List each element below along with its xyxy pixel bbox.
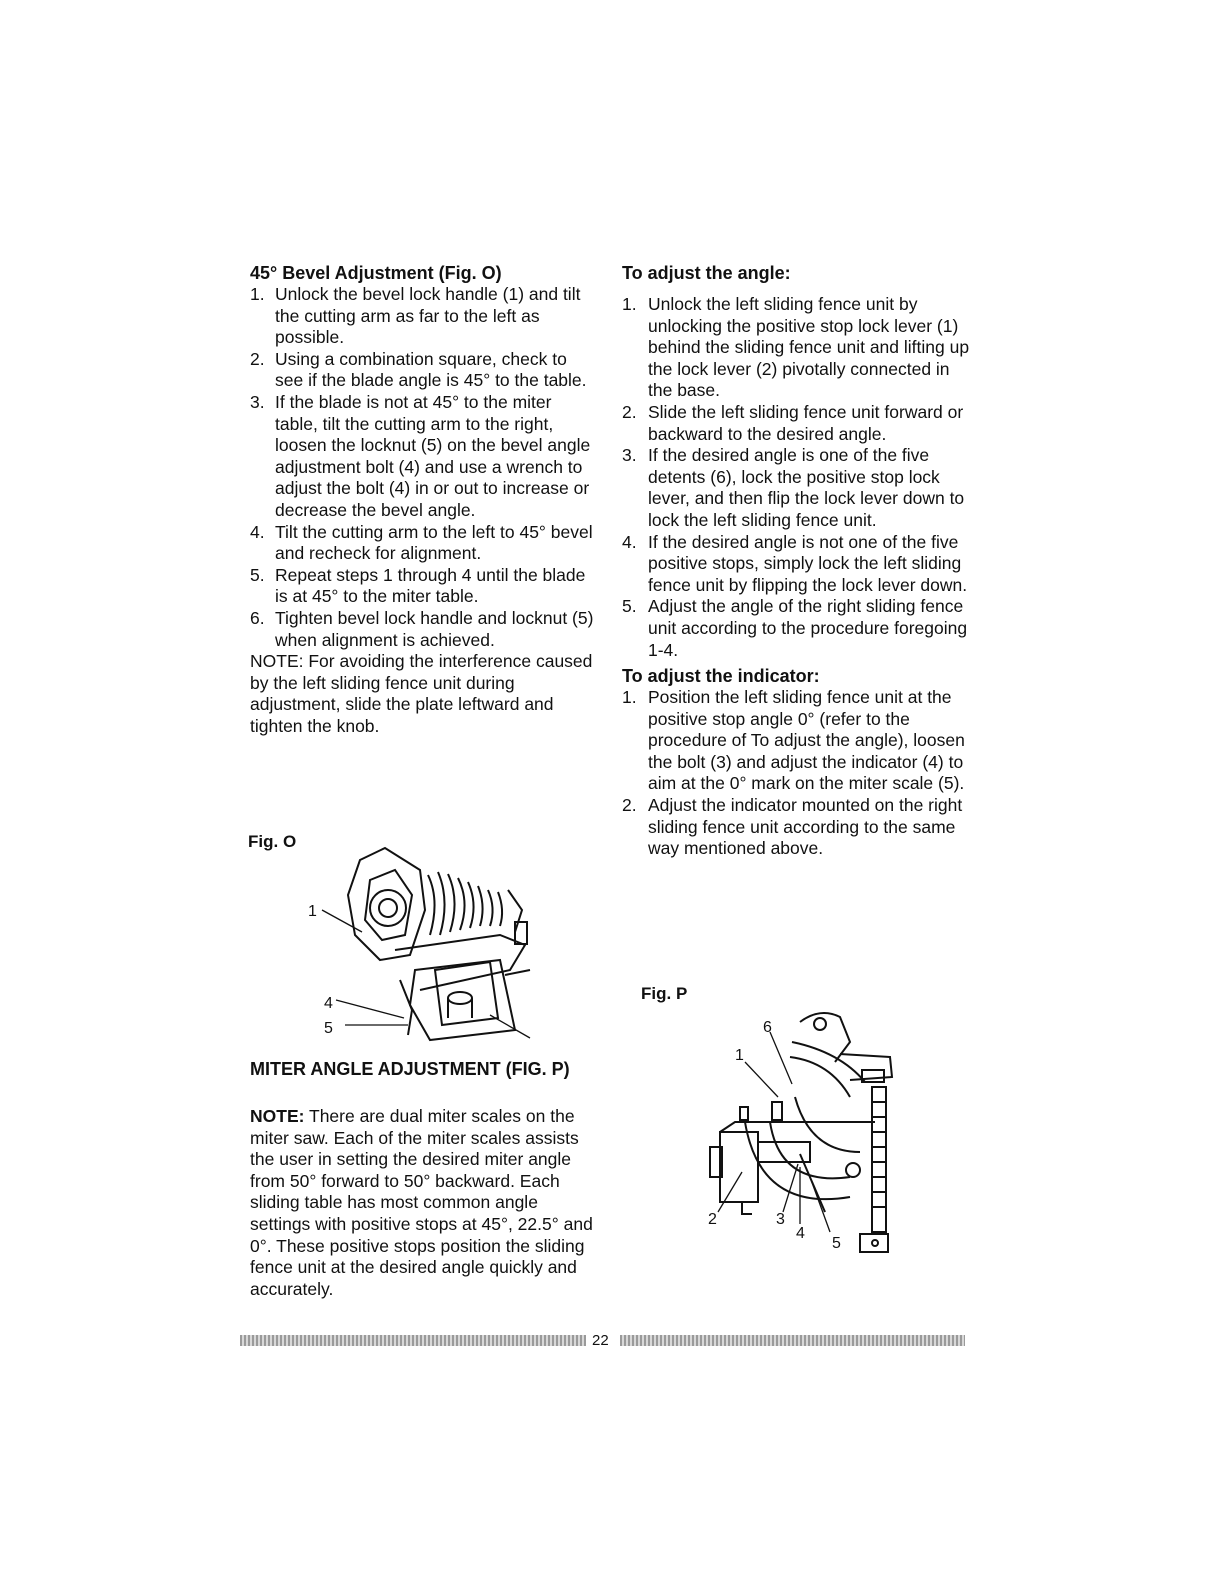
bevel-note: NOTE: For avoiding the interference caused by the left sliding fence unit during adjustment, slide the plate leftward and tighten the knob. <box>250 651 593 736</box>
list-item: 4. Tilt the cutting arm to the left to 45° bevel and recheck for alignment. <box>250 521 593 564</box>
miter-section <box>250 1058 595 1080</box>
list-item: 1. Position the left sliding fence unit at the positive stop angle 0° (refer to the procedure of To adjust the angle), loosen the bolt (3) and adjust the indicator (4) to aim at the 0° mark on the miter scale (5). <box>622 687 965 794</box>
list-item: 2. Slide the left sliding fence unit forward or backward to the desired angle. <box>622 401 964 444</box>
angle-steps <box>622 294 972 661</box>
left-column <box>250 262 595 737</box>
fig-o-illustration <box>300 840 550 1045</box>
fig-o-callout-5: 5 <box>324 1020 333 1037</box>
miter-note: NOTE: There are dual miter scales on the miter saw. Each of the miter scales assists the user in setting the desired miter angle from 50° forward to 50° backward. Each sliding table has most common angle settings with positive stops at 45°, 22.5° and 0°. These positive stops position the sliding fence unit at the desired angle quickly and accurately. <box>250 1106 593 1299</box>
list-item: 5. Adjust the angle of the right sliding fence unit according to the procedure foregoing 1-4. <box>622 596 968 660</box>
list-item: 3. If the blade is not at 45° to the miter table, tilt the cutting arm to the right, loosen the locknut (5) on the bevel angle adjustment bolt (4) and use a wrench to adjust the bolt (4) in or out to increase or decrease the bevel angle. <box>250 391 591 520</box>
fig-p-callout-2: 2 <box>708 1211 717 1228</box>
fig-p-label: Fig. P <box>641 984 688 1003</box>
fig-o-callout-4: 4 <box>324 995 333 1012</box>
list-item: 1. Unlock the bevel lock handle (1) and tilt the cutting arm as far to the left as possible. <box>250 284 581 348</box>
fig-p-callout-3: 3 <box>776 1211 785 1228</box>
bevel-steps <box>250 284 595 651</box>
list-item: 4. If the desired angle is not one of the five positive stops, simply lock the left sliding fence unit by flipping the lock lever down. <box>622 531 968 595</box>
angle-heading: To adjust the angle: <box>622 263 791 283</box>
fig-p-illustration <box>700 1002 900 1267</box>
indicator-heading: To adjust the indicator: <box>622 666 820 687</box>
page-footer <box>240 1332 965 1350</box>
list-item: 6. Tighten bevel lock handle and locknut (5) when alignment is achieved. <box>250 607 594 650</box>
fig-p-callout-6: 6 <box>763 1019 772 1036</box>
miter-heading: MITER ANGLE ADJUSTMENT (FIG. P) <box>250 1059 570 1079</box>
right-column <box>622 262 972 860</box>
fig-o-label: Fig. O <box>248 832 297 851</box>
bevel-heading: 45° Bevel Adjustment (Fig. O) <box>250 263 502 283</box>
list-item: 3. If the desired angle is one of the five detents (6), lock the positive stop lock lever, and then flip the lock lever down to lock the left sliding fence unit. <box>622 445 965 530</box>
fig-o-callout-1: 1 <box>308 903 317 920</box>
indicator-steps <box>622 687 972 860</box>
page-number: 22 <box>592 1332 609 1349</box>
fig-p-callout-5: 5 <box>832 1235 841 1252</box>
list-item: 5. Repeat steps 1 through 4 until the blade is at 45° to the miter table. <box>250 564 586 607</box>
fig-p-callout-4: 4 <box>796 1225 805 1242</box>
list-item: 1. Unlock the left sliding fence unit by unlocking the positive stop lock lever (1) behind the sliding fence unit and lifting up the lock lever (2) pivotally connected in the base. <box>622 294 970 401</box>
fig-p-callout-1: 1 <box>735 1047 744 1064</box>
list-item: 2. Using a combination square, check to see if the blade angle is 45° to the table. <box>250 348 587 391</box>
list-item: 2. Adjust the indicator mounted on the right sliding fence unit according to the same way mentioned above. <box>622 795 963 859</box>
footer-bar-left <box>240 1335 586 1346</box>
footer-bar-right <box>620 1335 965 1346</box>
